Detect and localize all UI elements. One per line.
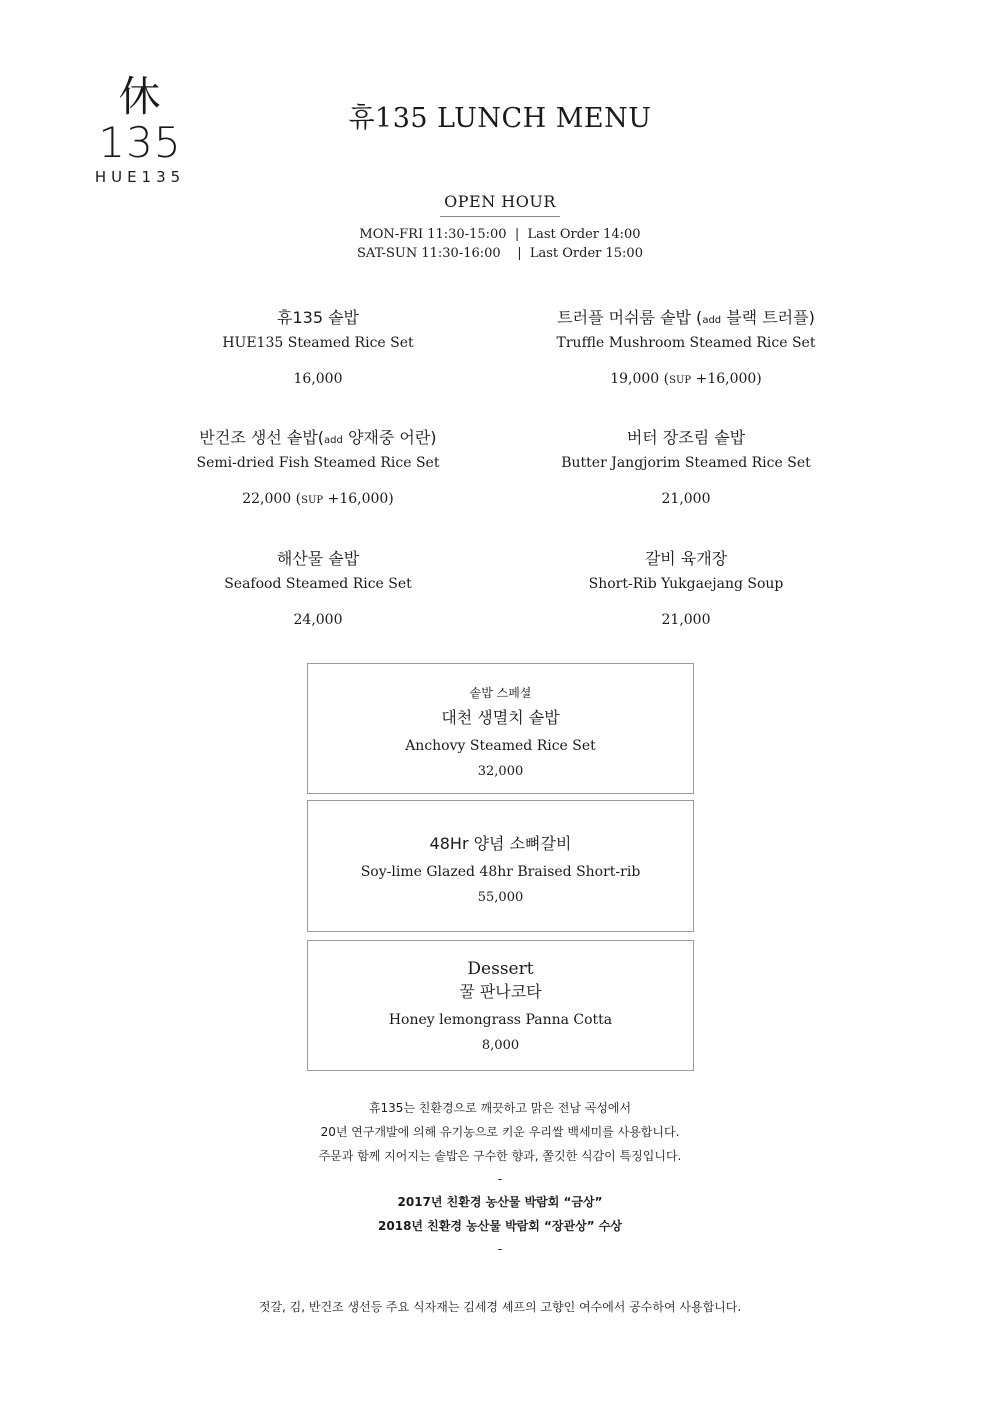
menu-item-name-kr: 반건조 생선 솥밥(add 양재중 어란)	[199, 428, 437, 447]
dessert-name-kr: 꿀 판나코타	[459, 982, 542, 1001]
menu-item-name-kr: 해산물 솥밥	[276, 549, 360, 568]
menu-item-name-kr: 트러플 머쉬룸 솥밥 (add 블랙 트러플)	[557, 308, 815, 327]
special-label: 솥밥 스페셜	[469, 686, 532, 700]
logo-mark: 休135	[98, 72, 182, 167]
menu-item-yukgaejang	[486, 548, 886, 628]
award-2017: 2017년 친환경 농산물 박람회 “금상”	[397, 1195, 603, 1209]
menu-item-hue135-rice	[118, 307, 518, 387]
divider-dash: -	[497, 1172, 503, 1186]
info-line: 휴135는 친환경으로 깨끗하고 맑은 전남 곡성에서	[368, 1101, 632, 1115]
page-title: 휴135 LUNCH MENU	[348, 103, 652, 134]
menu-item-price: 19,000 (SUP +16,000)	[610, 371, 762, 387]
menu-item-name-en: Semi-dried Fish Steamed Rice Set	[196, 455, 440, 471]
menu-item-name-en: Seafood Steamed Rice Set	[224, 576, 412, 592]
menu-item-price: 16,000	[293, 371, 343, 387]
menu-item-truffle-rice	[486, 307, 886, 387]
menu-item-fish-rice	[118, 427, 518, 507]
info-line: 주문과 함께 지어지는 솥밥은 구수한 향과, 쫄깃한 식감이 특징입니다.	[318, 1149, 682, 1163]
menu-item-name-en: Short-Rib Yukgaejang Soup	[588, 576, 784, 592]
menu-item-name-en: Butter Jangjorim Steamed Rice Set	[561, 455, 811, 471]
dessert-name-en: Honey lemongrass Panna Cotta	[388, 1012, 613, 1028]
menu-item-price: 21,000	[661, 612, 711, 628]
menu-item-name-kr: 갈비 육개장	[644, 549, 728, 568]
special-name-kr: 48Hr 양념 소뼈갈비	[429, 834, 572, 853]
info-line: 20년 연구개발에 의해 유기농으로 키운 우리쌀 백세미를 사용합니다.	[320, 1125, 680, 1139]
dessert-box	[307, 940, 694, 1071]
rice-info	[0, 1096, 1000, 1260]
menu-item-name-kr: 휴135 솥밥	[277, 308, 359, 327]
dessert-title: Dessert	[467, 959, 534, 979]
special-anchovy-box	[307, 663, 694, 794]
menu-item-price: 24,000	[293, 612, 343, 628]
special-name-en: Soy-lime Glazed 48hr Braised Short-rib	[360, 864, 641, 880]
open-hours	[0, 192, 1000, 261]
special-price: 32,000	[477, 764, 524, 779]
ingredient-note: 젓갈, 김, 반건조 생선등 주요 식자재는 김세경 셰프의 고향인 여수에서 공수하여 사용합니다.	[258, 1300, 742, 1314]
special-short-rib-box	[307, 800, 694, 932]
special-price: 55,000	[477, 890, 524, 905]
special-name-kr: 대천 생멸치 솥밥	[441, 708, 560, 727]
menu-item-price: 21,000	[661, 491, 711, 507]
open-hours-title: OPEN HOUR	[440, 192, 560, 217]
menu-item-seafood-rice	[118, 548, 518, 628]
weekend-hours: SAT-SUN 11:30-16:00 | Last Order 15:00	[357, 246, 643, 261]
weekday-hours: MON-FRI 11:30-15:00 | Last Order 14:00	[359, 227, 641, 242]
logo-wordmark: HUE135	[94, 168, 186, 186]
menu-item-name-en: Truffle Mushroom Steamed Rice Set	[556, 335, 816, 351]
menu-item-name-kr: 버터 장조림 솥밥	[626, 428, 746, 447]
award-2018: 2018년 친환경 농산물 박람회 “장관상” 수상	[378, 1219, 622, 1233]
special-name-en: Anchovy Steamed Rice Set	[405, 738, 596, 754]
menu-item-price: 22,000 (SUP +16,000)	[242, 491, 394, 507]
menu-item-name-en: HUE135 Steamed Rice Set	[222, 335, 414, 351]
divider-dash: -	[497, 1242, 503, 1256]
menu-item-butter-jangjorim-rice	[486, 427, 886, 507]
dessert-price: 8,000	[481, 1038, 520, 1053]
